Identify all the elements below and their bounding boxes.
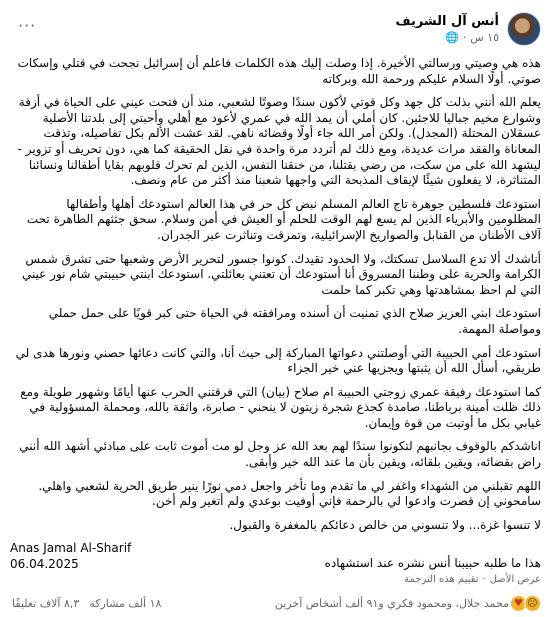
care-reaction-icon: ♥ (510, 595, 527, 612)
shares-count[interactable]: ١٨ ألف مشاركة (89, 596, 162, 610)
post-paragraph: اللهم تقبلني من الشهداء واغفر لي ما تقدم وما تأخر واجعل دمي نورًا ينير طريق الحرية لشعبي واهلي. سامحوني إن قصرت وادعوا لي بالرحمة فإني أوفيت بوعدي ولم أتغير ولم أخن. (34, 478, 541, 509)
meta-separator: · (462, 31, 467, 44)
author-block (395, 14, 499, 44)
reactors-text[interactable]: محمد جلال، ومحمود فكري و٩١ ألف أشخاص آخرين (274, 596, 509, 610)
post-meta (395, 31, 499, 44)
translation-row (12, 574, 541, 585)
engagement-counts (12, 597, 161, 610)
comments-count[interactable]: ٨,٣ آلاف تعليقًا (12, 596, 80, 610)
reactions-summary[interactable] (275, 595, 541, 612)
post-paragraph: استودعك ابني العزيز صلاح الذي تمنيت أن أسنده ومرافقته في الحياة حتى كبر قويًا على حمل حملي ومواصلة المهمة. (44, 306, 541, 336)
post-body (10, 56, 541, 573)
post-paragraph: اناشدكم بالوقوف بجانبهم لتكونوا سندًا لهم بعد الله عز وجل لو مت أموت ثابت على مبادئي أشهد الله أنني راض بقضائه، ويقين بلقائه، ويقين بأن ما عند الله خير وأبقى. (15, 439, 541, 470)
globe-icon[interactable]: 🌐 (445, 31, 459, 44)
post-time[interactable]: ١٥ س (470, 31, 499, 44)
post-paragraph: يعلم الله أنني بذلت كل جهد وكل قوتي لأكون سندًا وصوتًا لشعبي، منذ أن فتحت عيني على الحياة في أزقة وشوارع مخيم جباليا للاجئين. كان أملي أن يمد الله في عمري لأعود مع أهلي وأحبتي إلى بلدتنا الأصلية عسقلان المحتلة (المجدل). ولكن أمر الله جاء أولًا وقضائه ناهي. لقد عشت الألم بكل تفاصيله، وتذقت المعاناة والفقد مرات عديدة، ومع ذلك لم أتردد مرة واحدة في نقل الحقيقة كما هي، دون تحريف أو تزوير - ليشهد الله على من سكت، من رضي بقتلنا، من خنقنا النفس، الذين لم تحرك قلوبهم بقايا أطفالنا ونسائنا المتناثرة، لا يفعلون شيئًا لإيقاف المذبحة التي واجهها شعبنا منذ أكثر من عام ونصف. (13, 95, 541, 188)
author-avatar[interactable] (507, 12, 541, 46)
signature-name: Anas Jamal Al-Sharif (10, 541, 132, 556)
sad-reaction-icon: ☹ (524, 595, 541, 612)
author-name[interactable]: أنس آل الشريف (395, 14, 499, 29)
post-paragraph: هذه هي وصيتي ورسالتي الأخيرة. إذا وصلت إليك هذه الكلمات فاعلم أن إسرائيل نجحت في قتلي وإسكات صوتي. أولًا السلام عليكم ورحمة الله وبركاته (13, 56, 541, 86)
translation-separator: · (482, 574, 486, 585)
post-note: هذا ما طلبه حبيبنا أنس نشره عند استشهاده (324, 556, 541, 570)
reaction-icons (513, 595, 541, 612)
post-footer (12, 594, 541, 612)
more-options-icon[interactable]: ··· (18, 16, 37, 35)
signature-date: 06.04.2025 (10, 557, 79, 572)
rate-translation-link[interactable]: تقييم هذه الترجمة (404, 574, 479, 585)
post-paragraph: أناشدك ألا تدع السلاسل تسكتك، ولا الحدود تقيدك. كونوا جسور لتحرير الأرض وشعبها حتى تشرق شمس الكرامة والحرية على وطننا المسروق أنا أستودعك أن تعتني بعائلتي. استودعك ابنتي حبيبتي شام نور عيني التي لم احظ بمشاهدتها وهي تكبر كما حلمت (18, 251, 541, 297)
show-original-link[interactable]: عرض الأصل (489, 574, 541, 585)
post-paragraph: استودعك فلسطين جوهرة تاج العالم المسلم نبض كل حر في هذا العالم استودعك أهلها وأطفالها المظلومين والأبرياء الذين لم يسع لهم الوقت للحلم أو العيش في أمن وسلام. سحق جثثهم الطاهرة تحت آلاف الأطنان من القنابل والصواريخ الإسرائيلية، وتمزقت وتناثرت عبر الجدران. (23, 196, 541, 242)
post-paragraph: استودعك أمي الحبيبة التي أوصلتني دعواتها المباركة إلى حيث أنا، والتي كانت دعائها حصني ونورها هدى لي طريقي، أسأل الله أن يثبتها ويجزيها عني خير الجزاء (11, 345, 541, 376)
post-paragraph: كما استودعك رفيقة عمري زوجتي الحبيبة ام صلاح (بيان) التي فرقتني الحرب عنها أيامًا وشهور طويلة ومع ذلك ظلت أمينة برباطنا، صامدة كجذع شجرة زيتون لا ينحني - صابرة، واثقة بالله، ومحملة المسؤولية في غيابي بكل ما أوتيت من قوة وإيمان. (16, 384, 541, 430)
post-paragraph: لا تنسوا غزة... ولا تنسوني من خالص دعائكم بالمغفرة والقبول. (229, 517, 541, 532)
post-header (12, 12, 541, 46)
